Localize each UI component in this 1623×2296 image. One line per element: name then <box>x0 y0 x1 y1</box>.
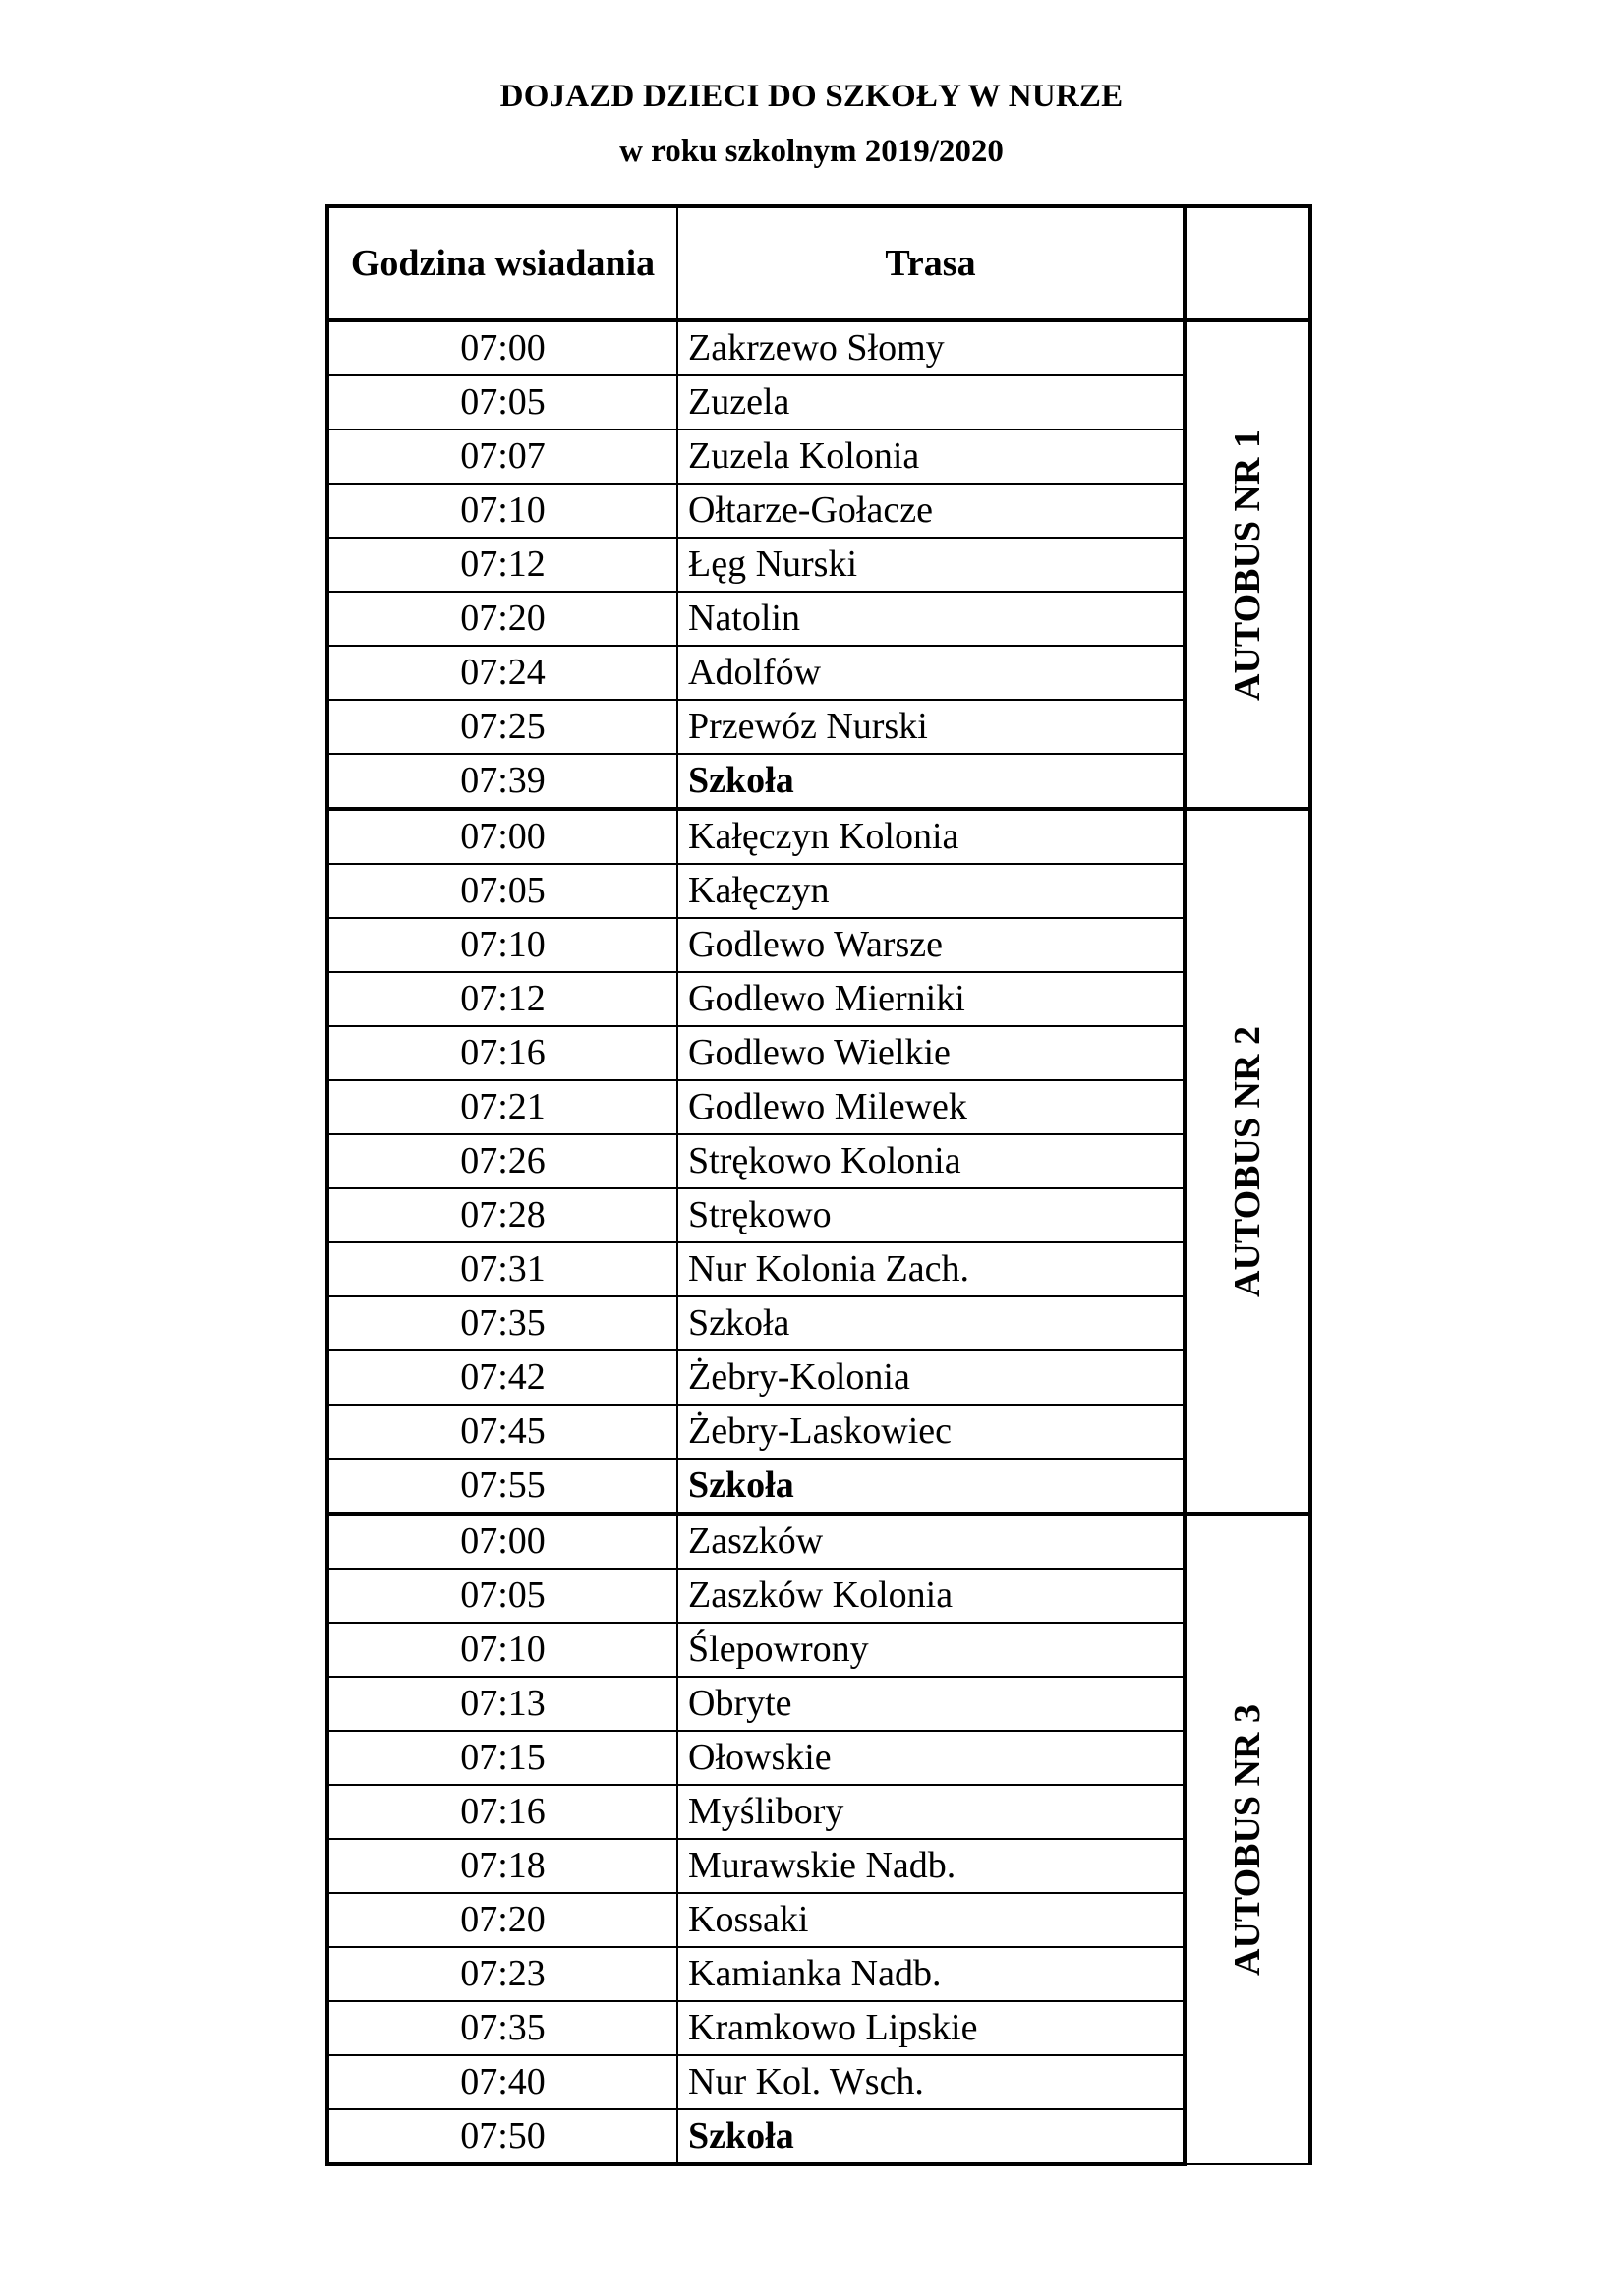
departure-time: 07:45 <box>327 1405 677 1459</box>
departure-time: 07:00 <box>327 809 677 864</box>
stop-name: Kałęczyn <box>677 864 1185 918</box>
table-row <box>327 1677 1310 1731</box>
departure-time: 07:26 <box>327 1134 677 1188</box>
stop-name: Szkoła <box>677 754 1185 809</box>
departure-time: 07:23 <box>327 1947 677 2001</box>
table-row <box>327 1947 1310 2001</box>
stop-name: Zakrzewo Słomy <box>677 320 1185 375</box>
stop-name: Zuzela <box>677 375 1185 430</box>
departure-time: 07:18 <box>327 1839 677 1893</box>
departure-time: 07:10 <box>327 484 677 538</box>
bus-label: AUTOBUS NR 3 <box>1227 1703 1268 1976</box>
stop-name: Murawskie Nadb. <box>677 1839 1185 1893</box>
table-row <box>327 2109 1310 2164</box>
stop-name: Łęg Nurski <box>677 538 1185 592</box>
departure-time: 07:07 <box>327 430 677 484</box>
stop-name: Przewóz Nurski <box>677 700 1185 754</box>
departure-time: 07:31 <box>327 1242 677 1296</box>
stop-name: Kałęczyn Kolonia <box>677 809 1185 864</box>
departure-time: 07:50 <box>327 2109 677 2164</box>
table-row <box>327 2055 1310 2109</box>
departure-time: 07:20 <box>327 592 677 646</box>
stop-name: Zaszków <box>677 1514 1185 1569</box>
header-bus-blank <box>1185 206 1310 320</box>
schedule-body <box>327 320 1310 2164</box>
departure-time: 07:39 <box>327 754 677 809</box>
departure-time: 07:05 <box>327 864 677 918</box>
table-row <box>327 1188 1310 1242</box>
departure-time: 07:05 <box>327 1569 677 1623</box>
table-row <box>327 1514 1310 1569</box>
bus-label: AUTOBUS NR 1 <box>1227 429 1268 701</box>
table-row <box>327 1569 1310 1623</box>
table-row <box>327 1026 1310 1080</box>
departure-time: 07:10 <box>327 1623 677 1677</box>
departure-time: 07:00 <box>327 320 677 375</box>
stop-name: Obryte <box>677 1677 1185 1731</box>
departure-time: 07:35 <box>327 1296 677 1350</box>
table-row <box>327 375 1310 430</box>
table-row <box>327 809 1310 864</box>
table-row <box>327 864 1310 918</box>
table-row <box>327 1731 1310 1785</box>
table-row <box>327 538 1310 592</box>
table-row <box>327 1839 1310 1893</box>
table-row <box>327 430 1310 484</box>
table-row <box>327 1134 1310 1188</box>
departure-time: 07:21 <box>327 1080 677 1134</box>
stop-name: Kramkowo Lipskie <box>677 2001 1185 2055</box>
table-row <box>327 918 1310 972</box>
bus-label-cell <box>1185 320 1310 809</box>
departure-time: 07:24 <box>327 646 677 700</box>
stop-name: Godlewo Warsze <box>677 918 1185 972</box>
departure-time: 07:12 <box>327 972 677 1026</box>
stop-name: Szkoła <box>677 2109 1185 2164</box>
stop-name: Godlewo Mierniki <box>677 972 1185 1026</box>
table-row <box>327 484 1310 538</box>
table-row <box>327 2001 1310 2055</box>
departure-time: 07:16 <box>327 1785 677 1839</box>
departure-time: 07:13 <box>327 1677 677 1731</box>
page-subtitle: w roku szkolnym 2019/2020 <box>619 134 1004 169</box>
stop-name: Kossaki <box>677 1893 1185 1947</box>
departure-time: 07:16 <box>327 1026 677 1080</box>
departure-time: 07:42 <box>327 1350 677 1405</box>
stop-name: Szkoła <box>677 1296 1185 1350</box>
table-row <box>327 972 1310 1026</box>
stop-name: Nur Kolonia Zach. <box>677 1242 1185 1296</box>
stop-name: Myślibory <box>677 1785 1185 1839</box>
table-row <box>327 646 1310 700</box>
stop-name: Strękowo Kolonia <box>677 1134 1185 1188</box>
table-row <box>327 1242 1310 1296</box>
stop-name: Godlewo Wielkie <box>677 1026 1185 1080</box>
table-row <box>327 1459 1310 1514</box>
table-row <box>327 1623 1310 1677</box>
stop-name: Zuzela Kolonia <box>677 430 1185 484</box>
table-row <box>327 1296 1310 1350</box>
stop-name: Szkoła <box>677 1459 1185 1514</box>
stop-name: Kamianka Nadb. <box>677 1947 1185 2001</box>
table-row <box>327 1080 1310 1134</box>
header-route: Trasa <box>677 206 1185 320</box>
stop-name: Żebry-Laskowiec <box>677 1405 1185 1459</box>
stop-name: Godlewo Milewek <box>677 1080 1185 1134</box>
stop-name: Strękowo <box>677 1188 1185 1242</box>
table-row <box>327 1405 1310 1459</box>
departure-time: 07:05 <box>327 375 677 430</box>
departure-time: 07:25 <box>327 700 677 754</box>
bus-label: AUTOBUS NR 2 <box>1227 1025 1268 1297</box>
departure-time: 07:15 <box>327 1731 677 1785</box>
page-title: DOJAZD DZIECI DO SZKOŁY W NURZE <box>499 79 1124 114</box>
stop-name: Natolin <box>677 592 1185 646</box>
header-time: Godzina wsiadania <box>327 206 677 320</box>
bus-label-cell <box>1185 809 1310 1514</box>
departure-time: 07:10 <box>327 918 677 972</box>
stop-name: Nur Kol. Wsch. <box>677 2055 1185 2109</box>
table-row <box>327 320 1310 375</box>
departure-time: 07:35 <box>327 2001 677 2055</box>
departure-time: 07:20 <box>327 1893 677 1947</box>
departure-time: 07:00 <box>327 1514 677 1569</box>
table-row <box>327 1350 1310 1405</box>
table-row <box>327 1893 1310 1947</box>
stop-name: Ołowskie <box>677 1731 1185 1785</box>
table-row <box>327 592 1310 646</box>
stop-name: Ślepowrony <box>677 1623 1185 1677</box>
table-row <box>327 754 1310 809</box>
departure-time: 07:28 <box>327 1188 677 1242</box>
stop-name: Zaszków Kolonia <box>677 1569 1185 1623</box>
header-row <box>327 206 1310 320</box>
schedule-table <box>325 204 1312 2166</box>
departure-time: 07:40 <box>327 2055 677 2109</box>
stop-name: Adolfów <box>677 646 1185 700</box>
bus-label-cell <box>1185 1514 1310 2164</box>
departure-time: 07:55 <box>327 1459 677 1514</box>
stop-name: Żebry-Kolonia <box>677 1350 1185 1405</box>
stop-name: Ołtarze-Gołacze <box>677 484 1185 538</box>
table-row <box>327 700 1310 754</box>
table-row <box>327 1785 1310 1839</box>
departure-time: 07:12 <box>327 538 677 592</box>
